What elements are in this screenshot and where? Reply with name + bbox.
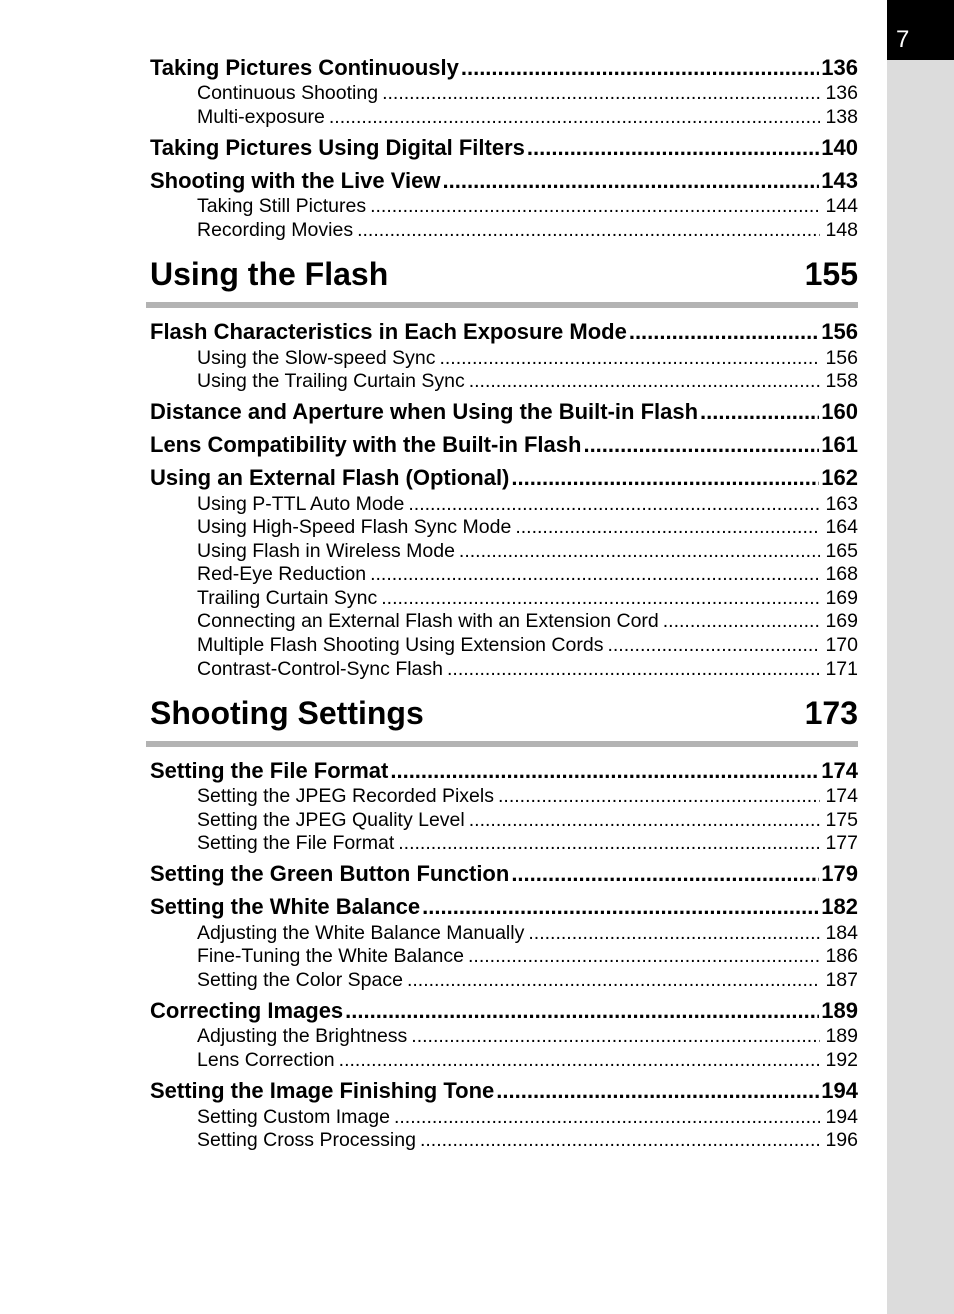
dot-leader [408, 493, 820, 516]
chapter-divider [146, 741, 858, 747]
dot-leader [390, 758, 819, 784]
entry-title: Fine-Tuning the White Balance [197, 945, 465, 967]
chapter-page: 155 [804, 256, 858, 292]
toc-subsection-entry[interactable] [150, 969, 858, 992]
entry-page: 161 [821, 432, 858, 457]
chapter-title: Shooting Settings [150, 695, 424, 731]
entry-title: Setting the JPEG Recorded Pixels [197, 785, 494, 807]
toc-subsection-entry[interactable] [150, 516, 858, 539]
toc-section-entry[interactable] [150, 168, 858, 194]
dot-leader [439, 347, 820, 370]
entry-title: Setting the File Format [197, 832, 395, 854]
dot-leader [700, 399, 819, 425]
chapter-divider [146, 302, 858, 308]
entry-page: 194 [821, 1078, 858, 1103]
entry-page: 187 [825, 969, 858, 991]
toc-section-entry[interactable] [150, 861, 858, 887]
entry-page: 136 [825, 82, 858, 104]
entry-page: 148 [825, 219, 858, 241]
entry-page: 156 [825, 347, 858, 369]
dot-leader [469, 809, 821, 832]
dot-leader [496, 1078, 819, 1104]
dot-leader [461, 55, 819, 81]
entry-title: Taking Still Pictures [197, 195, 367, 217]
entry-title: Flash Characteristics in Each Exposure Mode [150, 319, 627, 344]
entry-page: 186 [825, 945, 858, 967]
entry-title: Lens Compatibility with the Built-in Flash [150, 432, 582, 457]
entry-title: Using High-Speed Flash Sync Mode [197, 516, 512, 538]
entry-page: 164 [825, 516, 858, 538]
entry-title: Distance and Aperture when Using the Built-in Flash [150, 399, 699, 424]
toc-subsection-entry[interactable] [150, 195, 858, 218]
entry-page: 192 [825, 1049, 858, 1071]
toc-section-entry[interactable] [150, 465, 858, 491]
toc-subsection-entry[interactable] [150, 785, 858, 808]
entry-page: 179 [821, 861, 858, 886]
entry-page: 194 [825, 1106, 858, 1128]
toc-section-entry[interactable] [150, 758, 858, 784]
entry-title: Red-Eye Reduction [197, 563, 367, 585]
dot-leader [468, 945, 820, 968]
entry-title: Using the Slow-speed Sync [197, 347, 436, 369]
dot-leader [663, 610, 821, 633]
dot-leader [345, 998, 819, 1024]
dot-leader [420, 1129, 821, 1152]
dot-leader [583, 432, 819, 458]
dot-leader [422, 894, 819, 920]
toc-subsection-entry[interactable] [150, 1106, 858, 1129]
entry-page: 156 [821, 319, 858, 344]
dot-leader [629, 319, 819, 345]
entry-page: 136 [821, 55, 858, 80]
toc-section-entry[interactable] [150, 894, 858, 920]
dot-leader [381, 587, 820, 610]
entry-page: 160 [821, 399, 858, 424]
entry-page: 169 [825, 610, 858, 632]
toc-subsection-entry[interactable] [150, 82, 858, 105]
entry-title: Lens Correction [197, 1049, 335, 1071]
entry-title: Recording Movies [197, 219, 354, 241]
dot-leader [443, 168, 820, 194]
dot-leader [515, 516, 820, 539]
dot-leader [370, 195, 820, 218]
toc-subsection-entry[interactable] [150, 1129, 858, 1152]
entry-page: 184 [825, 922, 858, 944]
toc-subsection-entry[interactable] [150, 634, 858, 657]
toc-subsection-entry[interactable] [150, 1025, 858, 1048]
dot-leader [511, 465, 819, 491]
dot-leader [329, 106, 821, 129]
toc-subsection-entry[interactable] [150, 370, 858, 393]
entry-title: Setting the Green Button Function [150, 861, 510, 886]
entry-title: Setting Custom Image [197, 1106, 390, 1128]
toc-section-entry[interactable] [150, 399, 858, 425]
entry-title: Taking Pictures Using Digital Filters [150, 135, 525, 160]
toc-section-entry[interactable] [150, 1078, 858, 1104]
dot-leader [357, 219, 820, 242]
dot-leader [607, 634, 820, 657]
entry-page: 144 [825, 195, 858, 217]
entry-title: Continuous Shooting [197, 82, 379, 104]
toc-subsection-entry[interactable] [150, 587, 858, 610]
toc-section-entry[interactable] [150, 432, 858, 458]
toc-subsection-entry[interactable] [150, 1049, 858, 1072]
entry-page: 189 [821, 998, 858, 1023]
toc-section-entry[interactable] [150, 55, 858, 81]
entry-title: Setting the Image Finishing Tone [150, 1078, 495, 1103]
entry-page: 143 [821, 168, 858, 193]
entry-page: 162 [821, 465, 858, 490]
entry-page: 168 [825, 563, 858, 585]
dot-leader [382, 82, 820, 105]
dot-leader [339, 1049, 821, 1072]
entry-title: Multi-exposure [197, 106, 325, 128]
entry-title: Setting Cross Processing [197, 1129, 416, 1151]
entry-title: Setting the JPEG Quality Level [197, 809, 465, 831]
entry-page: 163 [825, 493, 858, 515]
entry-title: Using P-TTL Auto Mode [197, 493, 405, 515]
toc-subsection-entry[interactable] [150, 540, 858, 563]
toc-subsection-entry[interactable] [150, 922, 858, 945]
entry-title: Using an External Flash (Optional) [150, 465, 510, 490]
dot-leader [394, 1106, 821, 1129]
entry-title: Connecting an External Flash with an Extension Cord [197, 610, 659, 632]
dot-leader [407, 969, 820, 992]
chapter-page: 173 [804, 695, 858, 731]
entry-title: Multiple Flash Shooting Using Extension Cords [197, 634, 604, 656]
entry-title: Using the Trailing Curtain Sync [197, 370, 465, 392]
entry-page: 158 [825, 370, 858, 392]
toc-subsection-entry[interactable] [150, 106, 858, 129]
entry-title: Correcting Images [150, 998, 344, 1023]
toc-subsection-entry[interactable] [150, 945, 858, 968]
dot-leader [459, 540, 821, 563]
toc-section-entry[interactable] [150, 135, 858, 161]
page-number-tab [887, 0, 954, 60]
dot-leader [447, 658, 820, 681]
entry-title: Setting the White Balance [150, 894, 421, 919]
entry-title: Trailing Curtain Sync [197, 587, 378, 609]
entry-page: 138 [825, 106, 858, 128]
entry-page: 165 [825, 540, 858, 562]
chapter-heading[interactable] [150, 254, 858, 294]
entry-title: Contrast-Control-Sync Flash [197, 658, 443, 680]
entry-title: Shooting with the Live View [150, 168, 441, 193]
dot-leader [498, 785, 820, 808]
entry-page: 175 [825, 809, 858, 831]
toc-subsection-entry[interactable] [150, 563, 858, 586]
entry-page: 182 [821, 894, 858, 919]
toc-subsection-entry[interactable] [150, 809, 858, 832]
entry-title: Adjusting the White Balance Manually [197, 922, 525, 944]
toc-subsection-entry[interactable] [150, 832, 858, 855]
entry-page: 177 [825, 832, 858, 854]
dot-leader [511, 861, 819, 887]
chapter-heading[interactable] [150, 693, 858, 733]
dot-leader [411, 1025, 820, 1048]
entry-page: 170 [825, 634, 858, 656]
entry-page: 169 [825, 587, 858, 609]
entry-page: 189 [825, 1025, 858, 1047]
entry-title: Setting the Color Space [197, 969, 403, 991]
entry-title: Using Flash in Wireless Mode [197, 540, 455, 562]
entry-page: 196 [825, 1129, 858, 1151]
dot-leader [469, 370, 821, 393]
toc-subsection-entry[interactable] [150, 493, 858, 516]
toc-subsection-entry[interactable] [150, 658, 858, 681]
toc-subsection-entry[interactable] [150, 610, 858, 633]
entry-title: Adjusting the Brightness [197, 1025, 408, 1047]
toc-section-entry[interactable] [150, 998, 858, 1024]
toc-section-entry[interactable] [150, 319, 858, 345]
entry-page: 174 [825, 785, 858, 807]
dot-leader [370, 563, 820, 586]
dot-leader [398, 832, 820, 855]
page-number: 7 [896, 26, 910, 53]
toc-subsection-entry[interactable] [150, 347, 858, 370]
entry-page: 140 [821, 135, 858, 160]
entry-page: 171 [825, 658, 858, 680]
side-strip [887, 0, 954, 1314]
chapter-title: Using the Flash [150, 256, 389, 292]
dot-leader [527, 135, 819, 161]
toc-subsection-entry[interactable] [150, 219, 858, 242]
entry-title: Taking Pictures Continuously [150, 55, 459, 80]
entry-page: 174 [821, 758, 858, 783]
dot-leader [528, 922, 820, 945]
entry-title: Setting the File Format [150, 758, 389, 783]
